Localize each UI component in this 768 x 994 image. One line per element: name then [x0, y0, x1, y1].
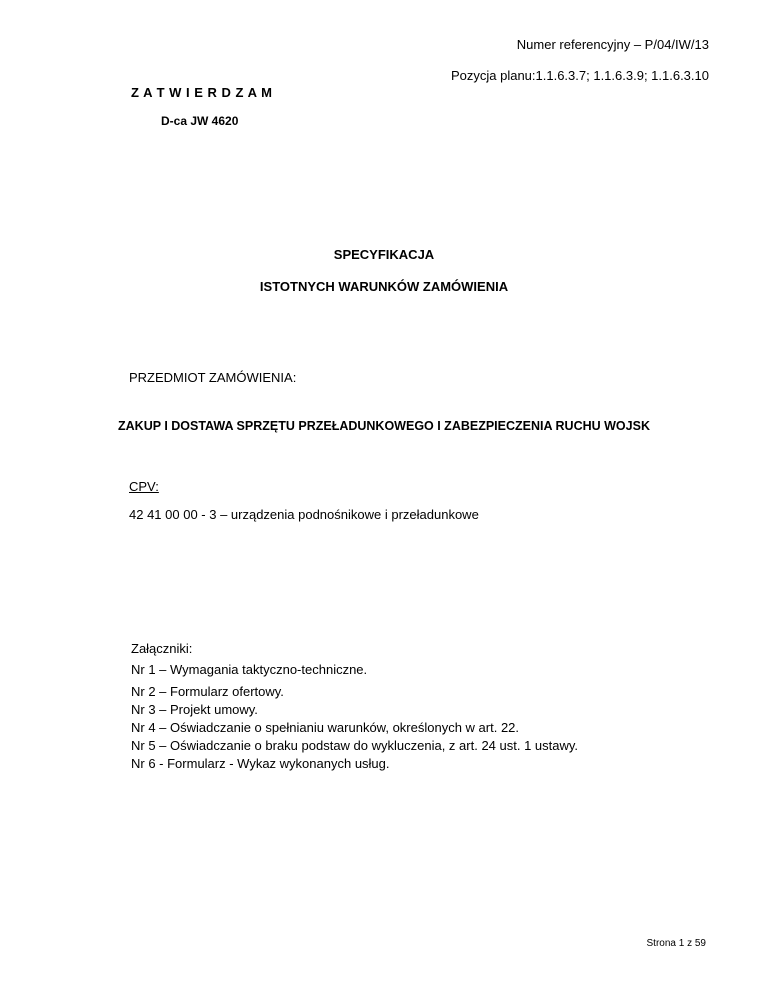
- subject-label: PRZEDMIOT ZAMÓWIENIA:: [129, 370, 297, 385]
- plan-position: Pozycja planu:1.1.6.3.7; 1.1.6.3.9; 1.1.6.3.10: [450, 68, 709, 83]
- attachment-item: Nr 3 – Projekt umowy.: [131, 702, 258, 717]
- cpv-label: CPV:: [129, 479, 159, 494]
- document-title: SPECYFIKACJA: [333, 247, 435, 262]
- attachments-label: Załączniki:: [131, 641, 193, 656]
- attachment-item: Nr 5 – Oświadczanie o braku podstaw do wykluczenia, z art. 24 ust. 1 ustawy.: [131, 738, 579, 753]
- attachment-item: Nr 4 – Oświadczanie o spełnianiu warunków, określonych w art. 22.: [131, 720, 520, 735]
- attachment-item: Nr 1 – Wymagania taktyczno-techniczne.: [131, 662, 368, 677]
- attachment-item: Nr 2 – Formularz ofertowy.: [131, 684, 284, 699]
- attachment-item: Nr 6 - Formularz - Wykaz wykonanych usług.: [131, 756, 390, 771]
- document-subtitle: ISTOTNYCH WARUNKÓW ZAMÓWIENIA: [259, 279, 509, 294]
- reference-number: Numer referencyjny – P/04/IW/13: [516, 37, 709, 52]
- cpv-value: 42 41 00 00 - 3 – urządzenia podnośnikowe i przeładunkowe: [129, 507, 479, 522]
- page-number: Strona 1 z 59: [646, 938, 706, 949]
- approval-title: Z A T W I E R D Z A M: [131, 85, 273, 100]
- attachments-list: [131, 683, 578, 773]
- subject-value: ZAKUP I DOSTAWA SPRZĘTU PRZEŁADUNKOWEGO I ZABEZPIECZENIA RUCHU WOJSK: [118, 419, 650, 433]
- approval-signatory: D-ca JW 4620: [161, 114, 239, 128]
